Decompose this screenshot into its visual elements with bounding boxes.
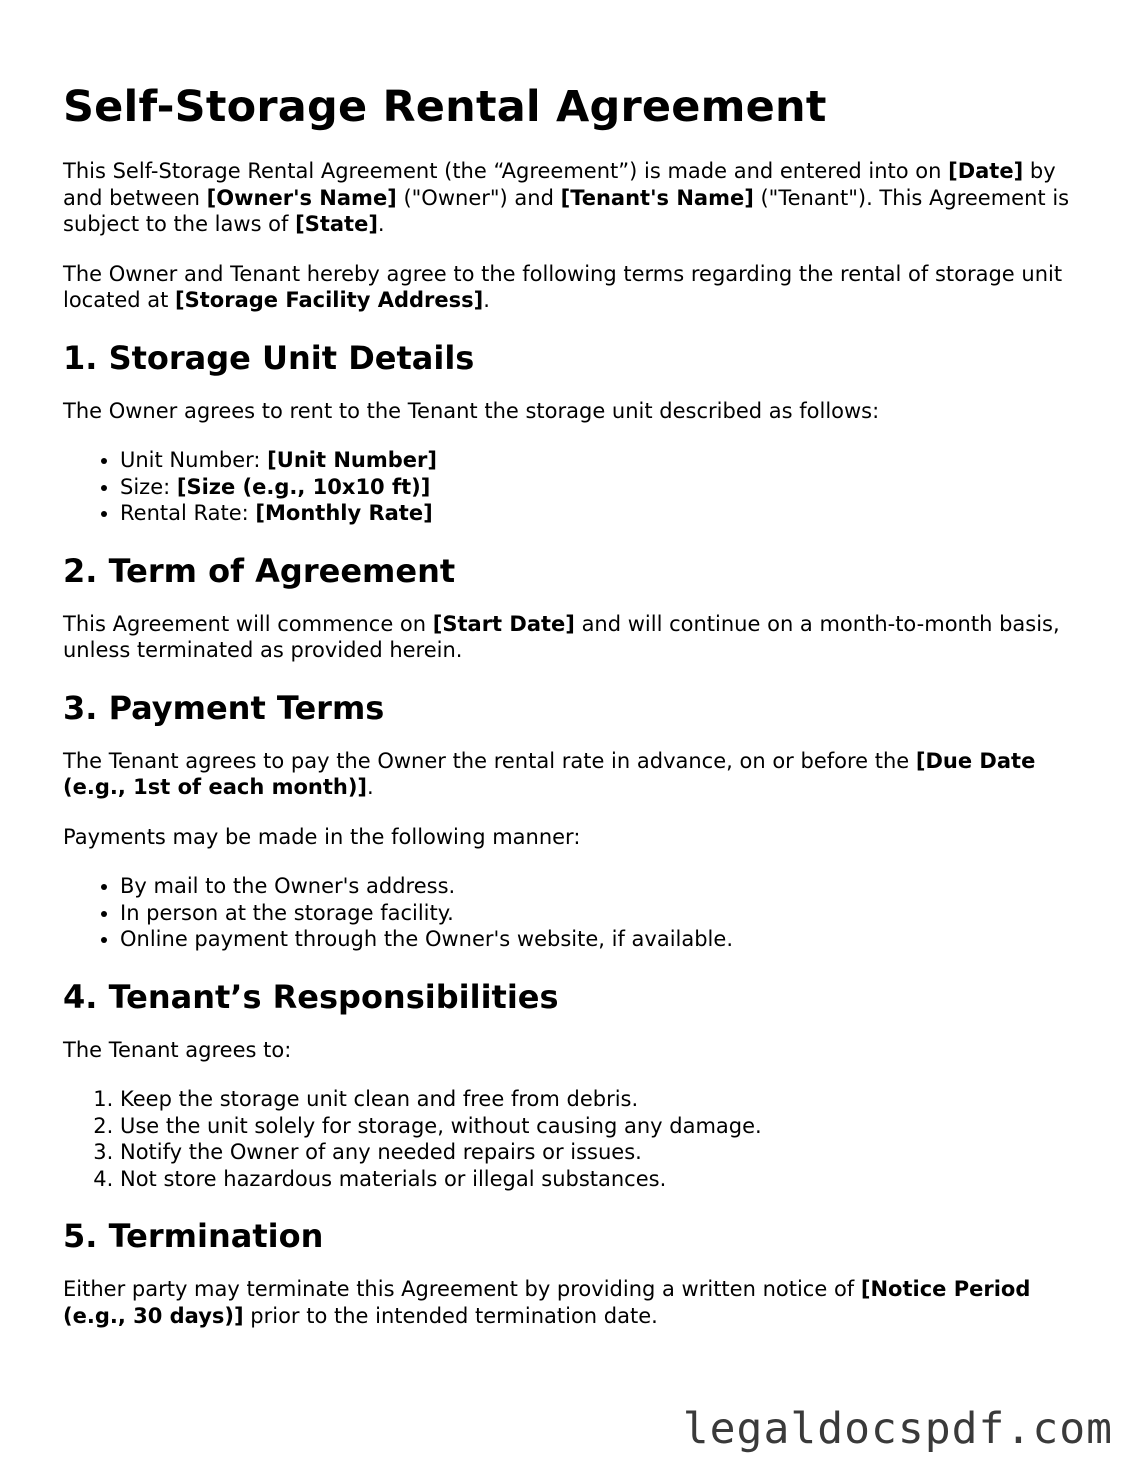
term-paragraph: This Agreement will commence on [Start Date] and will continue on a month-to-month basis, unless terminated as provided herein. <box>63 611 1060 662</box>
list-item: 2. Use the unit solely for storage, without causing any damage. <box>120 1113 1073 1140</box>
list-item: • In person at the storage facility. <box>120 900 1073 927</box>
document-title: Self-Storage Rental Agreement <box>63 82 827 132</box>
list-item: • By mail to the Owner's address. <box>120 873 1073 900</box>
list-item: 4. Not store hazardous materials or illegal substances. <box>120 1166 1073 1193</box>
responsibilities-list <box>63 1086 1073 1192</box>
owner-name-placeholder: [Owner's Name] <box>206 185 397 210</box>
payment-methods-intro: Payments may be made in the following manner: <box>63 824 581 849</box>
size-placeholder: [Size (e.g., 10x10 ft)] <box>176 474 431 499</box>
intro-paragraph: This Self-Storage Rental Agreement (the “Agreement”) is made and entered into on [Date] by and between [Owner's Name] ("Owner") and [Tenant's Name] ("Tenant"). This Agreement is subject to the laws of [State]. <box>63 159 1070 236</box>
monthly-rate-placeholder: [Monthly Rate] <box>255 501 433 525</box>
section-heading-tenant-responsibilities: 4. Tenant’s Responsibilities <box>63 977 559 1016</box>
section-heading-term-of-agreement: 2. Term of Agreement <box>63 551 456 590</box>
termination-paragraph: Either party may terminate this Agreement by providing a written notice of [Notice Period (e.g., 30 days)] prior to the intended termination date. <box>63 1277 1031 1328</box>
facility-address-placeholder: [Storage Facility Address] <box>175 288 484 312</box>
payment-paragraph: The Tenant agrees to pay the Owner the rental rate in advance, on or before the [Due Date (e.g., 1st of each month)]. <box>63 748 1036 799</box>
unit-number-placeholder: [Unit Number] <box>267 448 437 472</box>
date-placeholder: [Date] <box>948 159 1024 183</box>
section-heading-storage-unit-details: 1. Storage Unit Details <box>63 338 475 377</box>
watermark: legaldocspdf.com <box>682 1404 1113 1454</box>
due-date-placeholder: [Due Date (e.g., 1st of each month)] <box>63 748 1036 799</box>
notice-period-placeholder: [Notice Period (e.g., 30 days)] <box>63 1277 1031 1328</box>
document-page <box>63 78 1073 1352</box>
list-item: • Online payment through the Owner's website, if available. <box>120 926 1073 953</box>
responsibilities-intro: The Tenant agrees to: <box>63 1037 292 1062</box>
payment-methods-list <box>63 873 1073 953</box>
start-date-placeholder: [Start Date] <box>432 611 575 636</box>
state-placeholder: [State] <box>295 212 378 236</box>
storage-unit-details-list <box>63 447 1073 527</box>
list-item: • Rental Rate: [Monthly Rate] <box>120 500 1073 527</box>
tenant-name-placeholder: [Tenant's Name] <box>560 185 754 210</box>
section-heading-termination: 5. Termination <box>63 1217 324 1255</box>
list-item: • Size: [Size (e.g., 10x10 ft)] <box>120 474 1073 501</box>
list-item: 3. Notify the Owner of any needed repairs or issues. <box>120 1139 1073 1166</box>
storage-unit-intro: The Owner agrees to rent to the Tenant the storage unit described as follows: <box>63 398 880 423</box>
list-item: • Unit Number: [Unit Number] <box>120 447 1073 474</box>
section-heading-payment-terms: 3. Payment Terms <box>63 688 385 727</box>
location-paragraph: The Owner and Tenant hereby agree to the following terms regarding the rental of storage unit located at [Storage Facility Address]. <box>63 261 1063 312</box>
list-item: 1. Keep the storage unit clean and free from debris. <box>120 1086 1073 1113</box>
